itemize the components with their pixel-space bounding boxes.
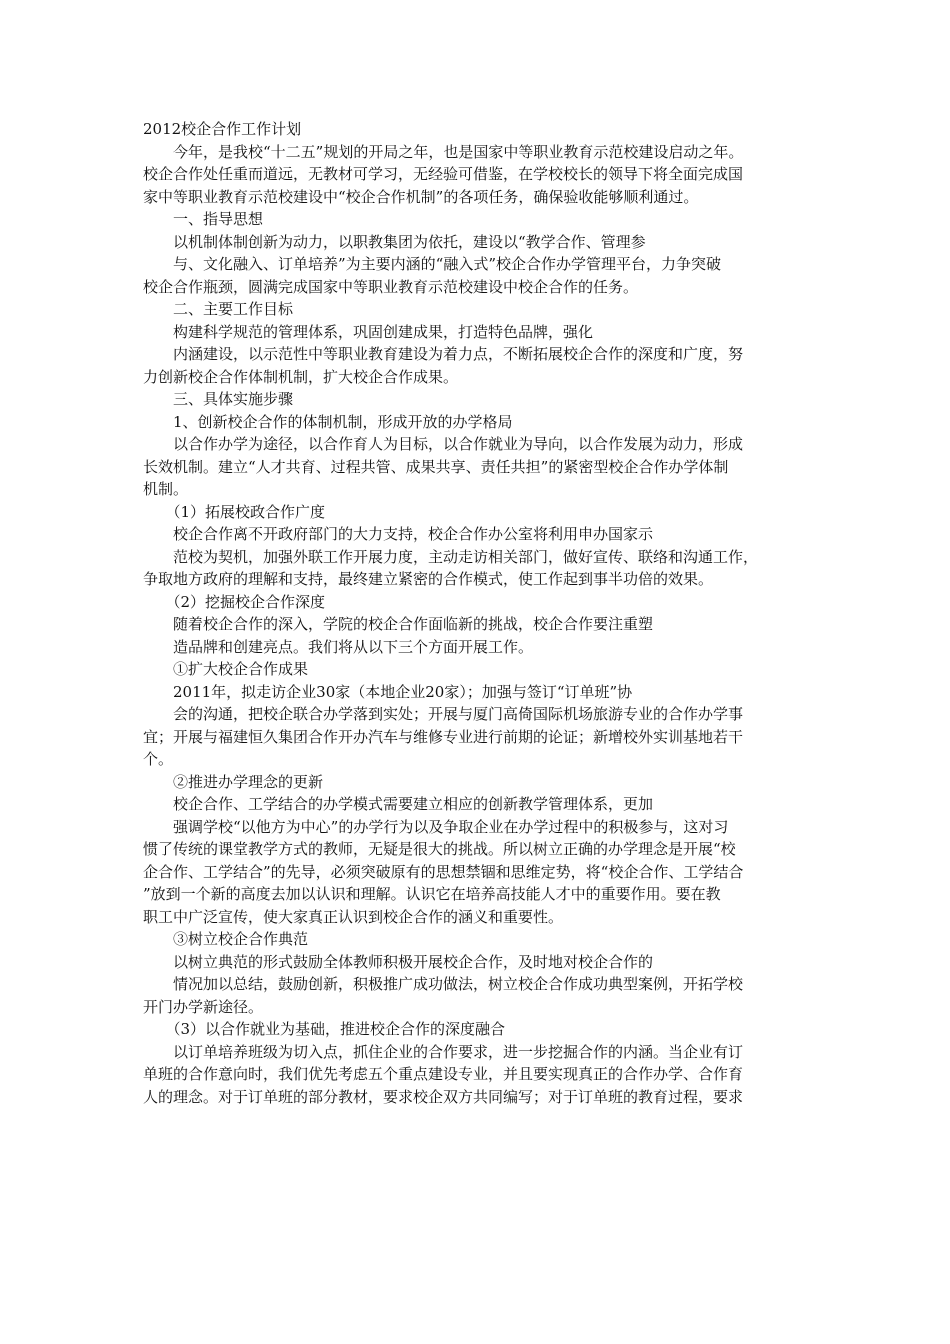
body-line: 强调学校“以他方为中心”的办学行为以及争取企业在办学过程中的积极参与，这对习 [143, 817, 729, 836]
body-line: 校企合作离不开政府部门的大力支持，校企合作办公室将利用申办国家示 [143, 525, 654, 543]
body-line: （2）挖掘校企合作深度 [143, 592, 326, 611]
body-line: （1）拓展校政合作广度 [143, 502, 326, 521]
body-line: 企合作、工学结合”的先导，必须突破原有的思想禁锢和思维定势，将“校企合作、工学结合 [143, 862, 744, 881]
body-line: 家中等职业教育示范校建设中“校企合作机制”的各项任务，确保验收能够顺利通过。 [143, 187, 699, 206]
body-line: ③树立校企合作典范 [143, 930, 309, 948]
document-page [143, 118, 815, 1108]
body-line: 宜；开展与福建恒久集团合作开办汽车与维修专业进行前期的论证；新增校外实训基地若干 [143, 727, 744, 746]
document-title: 2012校企合作工作计划 [143, 120, 302, 138]
body-line: 以树立典范的形式鼓励全体教师积极开展校企合作，及时地对校企合作的 [143, 952, 654, 971]
body-line: 随着校企合作的深入，学院的校企合作面临新的挑战，校企合作要注重塑 [143, 615, 654, 633]
body-line: ①扩大校企合作成果 [143, 660, 309, 678]
body-line: ②推进办学理念的更新 [143, 772, 324, 791]
document-body [143, 141, 815, 1109]
body-line: 1、创新校企合作的体制机制，形成开放的办学格局 [143, 412, 513, 431]
body-line: 以机制体制创新为动力，以职教集团为依托，建设以“教学合作、管理参 [143, 232, 646, 251]
body-line: 职工中广泛宣传，使大家真正认识到校企合作的涵义和重要性。 [143, 907, 564, 926]
body-line: 今年，是我校“十二五”规划的开局之年，也是国家中等职业教育示范校建设启动之年。 [143, 142, 744, 161]
body-line: 以合作办学为途径，以合作育人为目标，以合作就业为导向，以合作发展为动力，形成 [143, 435, 744, 453]
body-line: 2011年，拟走访企业30家（本地企业20家）；加强与签订“订单班”协 [143, 682, 633, 701]
body-line: 三、具体实施步骤 [143, 390, 294, 408]
body-line: 校企合作处任重而道远，无教材可学习，无经验可借鉴，在学校校长的领导下将全面完成国 [143, 165, 744, 183]
body-line: 机制。 [143, 480, 189, 498]
body-line: 力创新校企合作体制机制，扩大校企合作成果。 [143, 367, 459, 386]
body-line: 范校为契机，加强外联工作开展力度，主动走访相关部门，做好宣传、联络和沟通工作， [143, 547, 759, 566]
body-line: 争取地方政府的理解和支持，最终建立紧密的合作模式，使工作起到事半功倍的效果。 [143, 570, 714, 588]
body-line: 个。 [143, 750, 174, 768]
body-line: 人的理念。对于订单班的部分教材，要求校企双方共同编写；对于订单班的教育过程，要求 [143, 1087, 744, 1106]
body-line: 长效机制。建立“人才共育、过程共管、成果共享、责任共担”的紧密型校企合作办学体制 [143, 457, 729, 476]
body-line: 与、文化融入、订单培养”为主要内涵的“融入式”校企合作办学管理平台，力争突破 [143, 255, 722, 273]
body-line: 一、指导思想 [143, 210, 264, 228]
body-line: 校企合作瓶颈，圆满完成国家中等职业教育示范校建设中校企合作的任务。 [143, 277, 639, 296]
body-line: 情况加以总结，鼓励创新，积极推广成功做法，树立校企合作成功典型案例，开拓学校 [143, 975, 744, 993]
body-line: （3）以合作就业为基础，推进校企合作的深度融合 [143, 1020, 506, 1038]
body-line: 以订单培养班级为切入点，抓住企业的合作要求，进一步挖掘合作的内涵。当企业有订 [143, 1042, 744, 1061]
body-line: 二、主要工作目标 [143, 300, 294, 318]
body-line: 内涵建设，以示范性中等职业教育建设为着力点，不断拓展校企合作的深度和广度，努 [143, 345, 744, 363]
body-line: 校企合作、工学结合的办学模式需要建立相应的创新教学管理体系，更加 [143, 795, 654, 813]
body-line: 单班的合作意向时，我们优先考虑五个重点建设专业，并且要实现真正的合作办学、合作育 [143, 1065, 744, 1083]
body-line: ”放到一个新的高度去加以认识和理解。认识它在培养高技能人才中的重要作用。要在教 [143, 885, 721, 903]
body-line: 造品牌和创建亮点。我们将从以下三个方面开展工作。 [143, 637, 534, 656]
body-line: 构建科学规范的管理体系，巩固创建成果，打造特色品牌，强化 [143, 322, 594, 341]
body-line: 惯了传统的课堂教学方式的教师，无疑是很大的挑战。所以树立正确的办学理念是开展“校 [143, 840, 736, 858]
body-line: 会的沟通，把校企联合办学落到实处；开展与厦门高倚国际机场旅游专业的合作办学事 [143, 705, 744, 723]
body-line: 开门办学新途径。 [143, 997, 264, 1016]
